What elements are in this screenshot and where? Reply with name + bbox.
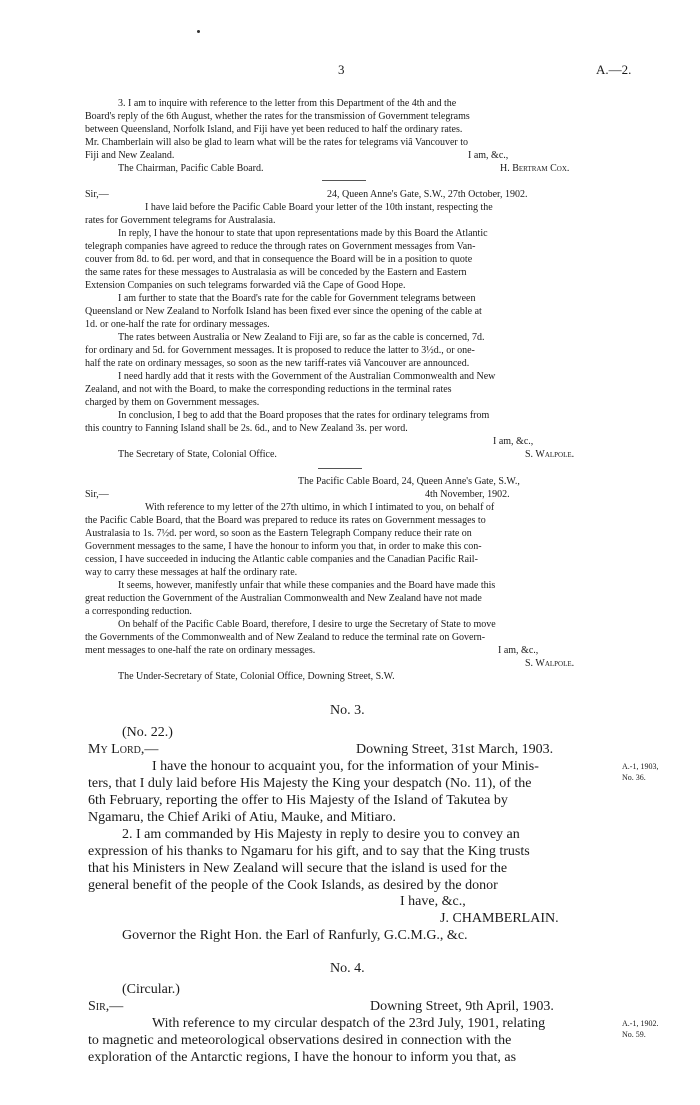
letter-b-line: the same rates for these messages to Australasia as will be conceded by the Eastern and Eastern xyxy=(85,267,467,278)
section-3-closing: I have, &c., xyxy=(400,894,466,909)
letter-b-address-date: 24, Queen Anne's Gate, S.W., 27th October, 1902. xyxy=(327,189,528,200)
letter-c-signature: S. Walpole. xyxy=(525,658,575,669)
letter-c-line: Government messages to the same, I have the honour to inform you that, in order to make this con- xyxy=(85,541,482,552)
section-3-line: Ngamaru, the Chief Ariki of Atiu, Mauke, and Mitiaro. xyxy=(88,810,396,825)
letter-c-line: way to carry these messages at half the ordinary rate. xyxy=(85,567,298,578)
section-3-line: 6th February, reporting the offer to His Majesty of the Island of Takutea by xyxy=(88,793,508,808)
section-4-margin-ref: No. 59. xyxy=(622,1030,646,1039)
letter-b-salutation: Sir,— xyxy=(85,189,109,200)
section-3-heading: No. 3. xyxy=(330,703,365,718)
section-3-signature: J. CHAMBERLAIN. xyxy=(440,911,559,926)
letter-b-line: Queensland or New Zealand to Norfolk Island has been fixed ever since the opening of the cable at xyxy=(85,306,482,317)
section-4-line: With reference to my circular despatch of the 23rd July, 1901, relating xyxy=(152,1016,546,1031)
letter-a-line: Mr. Chamberlain will also be glad to learn what will be the rates for telegrams viâ Vancouver to xyxy=(85,137,469,148)
letter-b-signature: S. Walpole. xyxy=(525,449,575,460)
section-3-number: (No. 22.) xyxy=(122,725,173,740)
separator-rule xyxy=(318,468,362,469)
letter-c-line: On behalf of the Pacific Cable Board, therefore, I desire to urge the Secretary of State to move xyxy=(118,619,496,630)
letter-b-line: rates for Government telegrams for Australasia. xyxy=(85,215,276,226)
section-3-address-date: Downing Street, 31st March, 1903. xyxy=(356,742,554,757)
letter-b-line: couver from 8d. to 6d. per word, and that in consequence the Board will be in a position to quote xyxy=(85,254,473,265)
letter-a-signature: H. Bertram Cox. xyxy=(500,163,570,174)
document-reference: A.—2. xyxy=(596,62,632,77)
letter-b-line: Extension Companies on such telegrams forwarded viâ the Cape of Good Hope. xyxy=(85,280,406,291)
letter-c-line: great reduction the Government of the Australian Commonwealth and New Zealand have not made xyxy=(85,593,482,604)
letter-b-line: I need hardly add that it rests with the Government of the Australian Commonwealth and New xyxy=(118,371,496,382)
letter-c-line: the Governments of the Commonwealth and of New Zealand to reduce the terminal rate on Govern- xyxy=(85,632,486,643)
letter-a-line: Fiji and New Zealand. xyxy=(85,150,175,161)
letter-b-line: 1d. or one-half the rate for ordinary messages. xyxy=(85,319,270,330)
letter-a-line: between Queensland, Norfolk Island, and Fiji have yet been reduced to half the ordinary rates. xyxy=(85,124,463,135)
section-3-line: ters, that I duly laid before His Majesty the King your despatch (No. 11), of the xyxy=(88,776,532,791)
letter-c-line: a corresponding reduction. xyxy=(85,606,192,617)
letter-c-closing: I am, &c., xyxy=(498,645,539,656)
letter-b-line: In reply, I have the honour to state that upon representations made by this Board the Atlantic xyxy=(118,228,488,239)
section-3-margin-ref: No. 36. xyxy=(622,773,646,782)
section-4-salutation: Sir,— xyxy=(88,999,124,1014)
section-4-address-date: Downing Street, 9th April, 1903. xyxy=(370,999,554,1014)
letter-c-line: It seems, however, manifestly unfair that while these companies and the Board have made this xyxy=(118,580,496,591)
letter-c-line: the Pacific Cable Board, that the Board was prepared to reduce its rates on Government messages to xyxy=(85,515,486,526)
letter-b-closing: I am, &c., xyxy=(493,436,534,447)
section-3-addressee: Governor the Right Hon. the Earl of Ranfurly, G.C.M.G., &c. xyxy=(122,928,468,943)
letter-b-addressee: The Secretary of State, Colonial Office. xyxy=(118,449,277,460)
section-4-number: (Circular.) xyxy=(122,982,180,997)
letter-b-line: telegraph companies have agreed to reduce the through rates on Government messages from Van- xyxy=(85,241,476,252)
letter-c-date: 4th November, 1902. xyxy=(425,489,510,500)
section-3-line: expression of his thanks to Ngamaru for his gift, and to say that the King trusts xyxy=(88,844,530,859)
section-3-line: I have the honour to acquaint you, for the information of your Minis- xyxy=(152,759,539,774)
letter-c-line: Australasia to 1s. 7½d. per word, so soon as the Eastern Telegraph Company reduce their rate on xyxy=(85,528,472,539)
letter-c-line: With reference to my letter of the 27th ultimo, in which I intimated to you, on behalf of xyxy=(145,502,495,513)
letter-a-line: 3. I am to inquire with reference to the letter from this Department of the 4th and the xyxy=(118,98,457,109)
section-3-line: general benefit of the people of the Cook Islands, as desired by the donor xyxy=(88,878,498,893)
section-4-line: to magnetic and meteorological observations desired in connection with the xyxy=(88,1033,512,1048)
letter-b-line: Zealand, and not with the Board, to make the corresponding reductions in the terminal rates xyxy=(85,384,452,395)
letter-a-addressee: The Chairman, Pacific Cable Board. xyxy=(118,163,264,174)
letter-b-line: I am further to state that the Board's rate for the cable for Government telegrams between xyxy=(118,293,476,304)
letter-b-line: this country to Fanning Island shall be 2s. 6d., and to New Zealand 3s. per word. xyxy=(85,423,408,434)
section-4-heading: No. 4. xyxy=(330,961,365,976)
letter-c-salutation: Sir,— xyxy=(85,489,109,500)
section-4-line: exploration of the Antarctic regions, I have the honour to inform you that, as xyxy=(88,1050,517,1065)
section-3-margin-ref: A.-1, 1903, xyxy=(622,762,659,771)
letter-c-line: cession, I have succeeded in inducing the Atlantic cable companies and the Canadian Pacific Rail- xyxy=(85,554,478,565)
letter-b-line: charged by them on Government messages. xyxy=(85,397,260,408)
letter-a-line: Board's reply of the 6th August, whether the rates for the transmission of Government telegrams xyxy=(85,111,470,122)
letter-c-addressee: The Under-Secretary of State, Colonial Office, Downing Street, S.W. xyxy=(118,671,395,682)
letter-b-line: half the rate on ordinary messages, so soon as the new tariff-rates viâ Vancouver are announced. xyxy=(85,358,470,369)
section-3-salutation: My Lord,— xyxy=(88,742,159,757)
stray-mark xyxy=(197,30,200,33)
page-number: 3 xyxy=(338,62,345,77)
letter-c-line: ment messages to one-half the rate on ordinary messages. xyxy=(85,645,316,656)
letter-b-line: I have laid before the Pacific Cable Board your letter of the 10th instant, respecting the xyxy=(145,202,493,213)
section-3-line: that his Ministers in New Zealand will secure that the island is used for the xyxy=(88,861,508,876)
letter-a-closing: I am, &c., xyxy=(468,150,509,161)
letter-b-line: In conclusion, I beg to add that the Board proposes that the rates for ordinary telegrams from xyxy=(118,410,490,421)
letter-b-line: The rates between Australia or New Zealand to Fiji are, so far as the cable is concerned, 7d. xyxy=(118,332,485,343)
section-3-line: 2. I am commanded by His Majesty in reply to desire you to convey an xyxy=(122,827,520,842)
letter-b-line: for ordinary and 5d. for Government messages. It is proposed to reduce the latter to 3½d., or one- xyxy=(85,345,475,356)
section-4-margin-ref: A.-1, 1902. xyxy=(622,1019,659,1028)
separator-rule xyxy=(322,180,366,181)
letter-c-address: The Pacific Cable Board, 24, Queen Anne's Gate, S.W., xyxy=(298,476,520,487)
